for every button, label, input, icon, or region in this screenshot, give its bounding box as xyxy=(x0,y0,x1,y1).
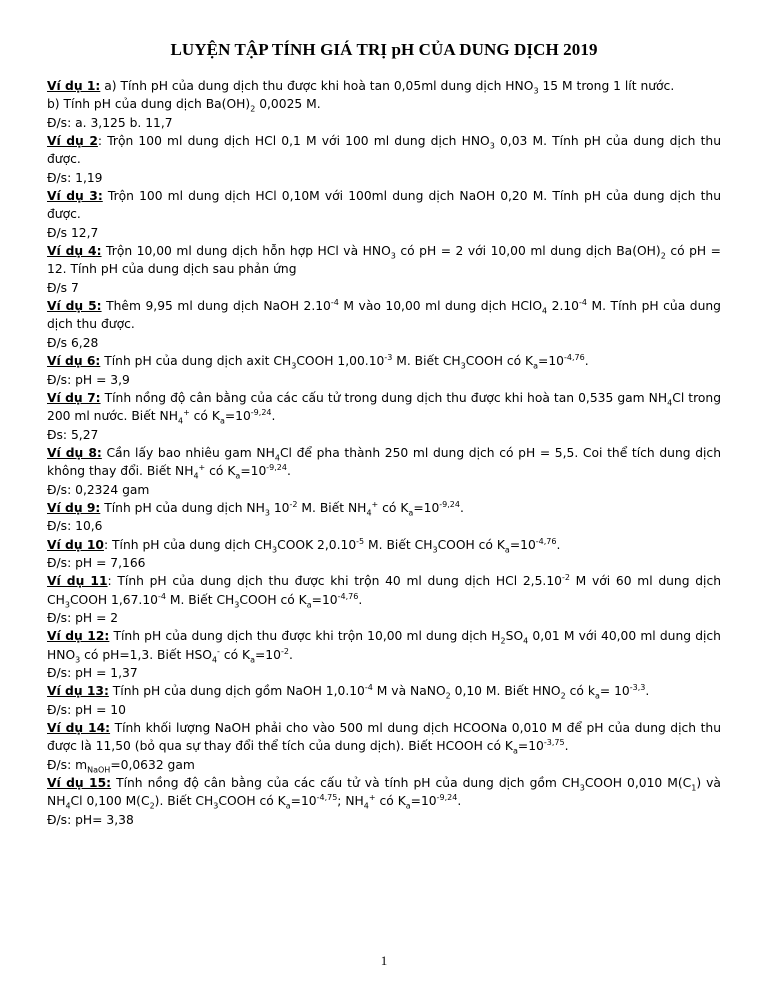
example-label: Ví dụ 5: xyxy=(47,299,102,314)
example-14 xyxy=(47,719,721,774)
example-10 xyxy=(47,536,721,573)
example-question: Ví dụ 6: Tính pH của dung dịch axit $CH_3COOH$ $1,00.10^{-3}$ M. Biết $CH_3COOH$ có $K_a=10^{-4,76}$. xyxy=(47,353,589,371)
example-question: Ví dụ 2: Trộn 100 ml dung dịch HCl 0,1 M với 100 ml dung dịch $HNO_3$ 0,03 M. Tính pH của dung dịch thu được. xyxy=(47,134,721,167)
example-question: Ví dụ 5: Thêm 9,95 ml dung dịch NaOH $2.10^{-4}$ M vào 10,00 ml dung dịch HClO$_4$ $2.10^{-4}$ M. Tính pH của dung dịch thu được. xyxy=(47,298,721,332)
example-answer: Đ/s: pH = 3,9 xyxy=(47,372,130,387)
example-6 xyxy=(47,352,721,389)
page-number: 1 xyxy=(380,953,388,968)
example-7 xyxy=(47,389,721,444)
example-label: Ví dụ 2 xyxy=(47,134,98,149)
example-answer: Đ/s: pH = 2 xyxy=(47,610,119,625)
example-question: Ví dụ 4: Trộn 10,00 ml dung dịch hỗn hợp HCl và $HNO_3$ có pH = 2 với 10,00 ml dung dịch $Ba(OH)_2$ có pH = 12. Tính pH của dung dịch sau phản ứng xyxy=(47,244,721,277)
example-label: Ví dụ 10 xyxy=(47,537,104,552)
example-label: Ví dụ 14: xyxy=(47,721,111,736)
example-label: Ví dụ 8: xyxy=(47,445,102,460)
example-question: Ví dụ 14: Tính khối lượng NaOH phải cho vào 500 ml dung dịch HCOONa 0,010 M để pH của dung dịch thu được là 11,50 (bỏ qua sự thay đổi thể tích của dung dịch). Biết HCOOH có $K_a=10^{-3,75}$. xyxy=(47,721,721,756)
example-answer: Đs: 5,27 xyxy=(47,427,99,442)
example-question: Ví dụ 1: a) Tính pH của dung dịch thu được khi hoà tan 0,05ml dung dịch $HNO_3$ 15 M trong 1 lít nước. xyxy=(47,79,675,96)
document-title: LUYỆN TẬP TÍNH GIÁ TRỊ pH CỦA DUNG DỊCH 2019 xyxy=(170,40,598,59)
example-label: Ví dụ 4: xyxy=(47,244,102,259)
exercise-list xyxy=(47,77,721,829)
example-answer: Đ/s 6,28 xyxy=(47,335,99,350)
example-4 xyxy=(47,242,721,297)
example-15 xyxy=(47,774,721,829)
example-11 xyxy=(47,572,721,627)
example-question: Ví dụ 10: Tính pH của dung dịch $CH_3COOK$ $2,0.10^{-5}$ M. Biết $CH_3COOH$ có $K_a=10^{-4,76}$. xyxy=(47,536,561,555)
example-answer: Đ/s: a. 3,125 b. 11,7 xyxy=(47,115,173,130)
example-5 xyxy=(47,297,721,352)
example-question: b) Tính pH của dung dịch $Ba(OH)_2$ 0,0025 M. xyxy=(47,97,321,114)
example-label: Ví dụ 15: xyxy=(47,776,112,791)
example-label: Ví dụ 11 xyxy=(47,574,108,589)
example-answer: Đ/s: 1,19 xyxy=(47,170,103,185)
example-question: Ví dụ 12: Tính pH của dung dịch thu được khi trộn 10,00 ml dung dịch $H_2SO_4$ 0,01 M với 40,00 ml dung dịch $HNO_3$ có pH=1,3. Biết $HSO_4^-$ có $K_a=10^{-2}$. xyxy=(47,629,721,665)
example-1 xyxy=(47,77,721,132)
example-8 xyxy=(47,444,721,499)
example-label: Ví dụ 12: xyxy=(47,629,110,644)
example-label: Ví dụ 1: xyxy=(47,79,101,93)
example-question: Ví dụ 7: Tính nồng độ cân bằng của các cấu tử trong dung dịch thu được khi hoà tan 0,535 gam $NH_4Cl$ trong 200 ml nước. Biết $NH_4^+$ có $K_a=10^{-9,24}$. xyxy=(47,390,721,426)
example-question: Ví dụ 15: Tính nồng độ cân bằng của các cấu tử và tính pH của dung dịch gồm $CH_3COOH$ 0,010 $M(C_1)$ và $NH_4Cl$ 0,100 $M(C_2)$. Biết $CH_3COOH$ có $K_a=10^{-4,75}$; $NH_4^+$ có $K_a=10^{-9,24}$. xyxy=(47,776,721,811)
example-3 xyxy=(47,187,721,242)
example-answer: Đ/s 7 xyxy=(47,280,79,295)
example-answer: Đ/s: 0,2324 gam xyxy=(47,482,150,497)
example-13 xyxy=(47,682,721,719)
example-answer: Đ/s: pH= 3,38 xyxy=(47,812,134,827)
example-question: Ví dụ 11: Tính pH của dung dịch thu được khi trộn 40 ml dung dịch HCl $2,5.10^{-2}$ M với 60 ml dung dịch $CH_3COOH$ $1,67.10^{-4}$ M. Biết $CH_3COOH$ có $K_a=10^{-4,76}$. xyxy=(47,573,721,610)
example-label: Ví dụ 7: xyxy=(47,390,101,405)
example-label: Ví dụ 9: xyxy=(47,500,101,515)
example-12 xyxy=(47,627,721,682)
example-answer: Đ/s: pH = 1,37 xyxy=(47,666,138,680)
example-2 xyxy=(47,132,721,187)
example-answer: Đ/s: pH = 10 xyxy=(47,702,126,717)
example-9 xyxy=(47,499,721,536)
example-answer: Đ/s: $m_{NaOH}=0,0632$ gam xyxy=(47,757,195,775)
example-answer: Đ/s 12,7 xyxy=(47,225,99,240)
example-label: Ví dụ 13: xyxy=(47,684,109,699)
example-question: Ví dụ 3: Trộn 100 ml dung dịch HCl 0,10M với 100ml dung dịch NaOH 0,20 M. Tính pH của dung dịch thu được. xyxy=(47,189,721,222)
example-label: Ví dụ 6: xyxy=(47,354,101,369)
example-label: Ví dụ 3: xyxy=(47,189,103,204)
example-question: Ví dụ 8: Cần lấy bao nhiêu gam $NH_4Cl$ để pha thành 250 ml dung dịch có pH = 5,5. Coi thể tích dung dịch không thay đổi. Biết $NH_4^+$ có $K_a=10^{-9,24}$. xyxy=(47,445,721,481)
example-question: Ví dụ 13: Tính pH của dung dịch gồm NaOH $1,0.10^{-4}$ M và NaNO$_2$ 0,10 M. Biết $HNO_2$ có $k_a= 10^{-3,3}$. xyxy=(47,683,650,701)
example-answer: Đ/s: pH = 7,166 xyxy=(47,555,146,570)
example-question: Ví dụ 9: Tính pH của dung dịch $NH_3$ $10^{-2}$ M. Biết $NH_4^+$ có $K_a=10^{-9,24}$. xyxy=(47,499,464,518)
example-answer: Đ/s: 10,6 xyxy=(47,519,103,534)
